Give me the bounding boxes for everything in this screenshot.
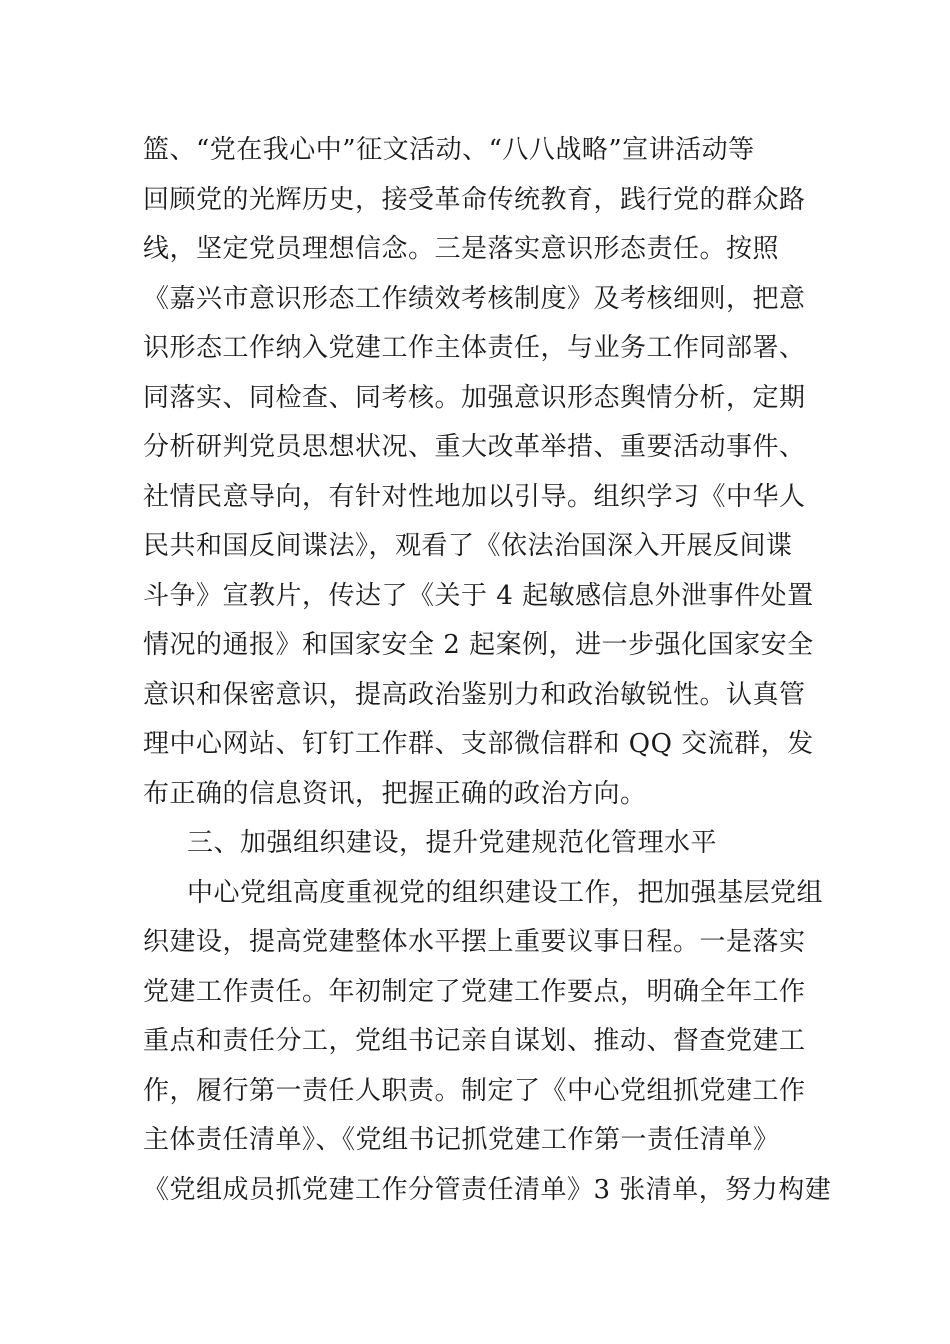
text-line: 识形态工作纳入党建工作主体责任，与业务工作同部署、 — [143, 333, 806, 363]
text-line: 织建设，提高党建整体水平摆上重要议事日程。一是落实 — [143, 927, 806, 957]
text-line: 篮、“党在我心中”征文活动、“八八战略”宣讲活动等 — [143, 135, 755, 165]
text-line: 中心党组高度重视党的组织建设工作，把加强基层党组 — [187, 877, 824, 908]
text-line: 线，坚定党员理想信念。三是落实意识形态责任。按照 — [143, 234, 780, 264]
body-text — [143, 126, 832, 1215]
text-line: 民共和国反间谍法》，观看了《依法治国深入开展反间谍 — [143, 531, 793, 561]
text-line: 社情民意导向，有针对性地加以引导。组织学习《中华人 — [143, 481, 806, 512]
text-line: 斗争》宣教片，传达了《关于 4 起敏感信息外泄事件处置 — [143, 580, 814, 611]
text-line: 情况的通报》和国家安全 2 起案例，进一步强化国家安全 — [143, 630, 814, 660]
text-line: 分析研判党员思想状况、重大改革举措、重要活动事件、 — [143, 432, 806, 462]
text-line: 布正确的信息资讯，把握正确的政治方向。 — [143, 778, 647, 809]
text-line: 《党组成员抓党建工作分管责任清单》3 张清单，努力构建 — [143, 1174, 832, 1205]
text-line: 重点和责任分工，党组书记亲自谋划、推动、督查党建工 — [143, 1026, 806, 1056]
text-line: 作，履行第一责任人职责。制定了《中心党组抓党建工作 — [143, 1075, 806, 1106]
text-line: 主体责任清单》、《党组书记抓党建工作第一责任清单》 — [143, 1125, 780, 1155]
text-line: 党建工作责任。年初制定了党建工作要点，明确全年工作 — [143, 976, 806, 1007]
text-line: 回顾党的光辉历史，接受革命传统教育，践行党的群众路 — [143, 184, 806, 215]
text-line: 同落实、同检查、同考核。加强意识形态舆情分析，定期 — [143, 382, 806, 413]
text-line: 意识和保密意识，提高政治鉴别力和政治敏锐性。认真管 — [143, 679, 806, 710]
section-heading: 三、加强组织建设，提升党建规范化管理水平 — [187, 828, 718, 858]
text-line: 理中心网站、钉钉工作群、支部微信群和 QQ 交流群，发 — [143, 729, 814, 759]
text-line: 《嘉兴市意识形态工作绩效考核制度》及考核细则，把意 — [143, 283, 806, 314]
